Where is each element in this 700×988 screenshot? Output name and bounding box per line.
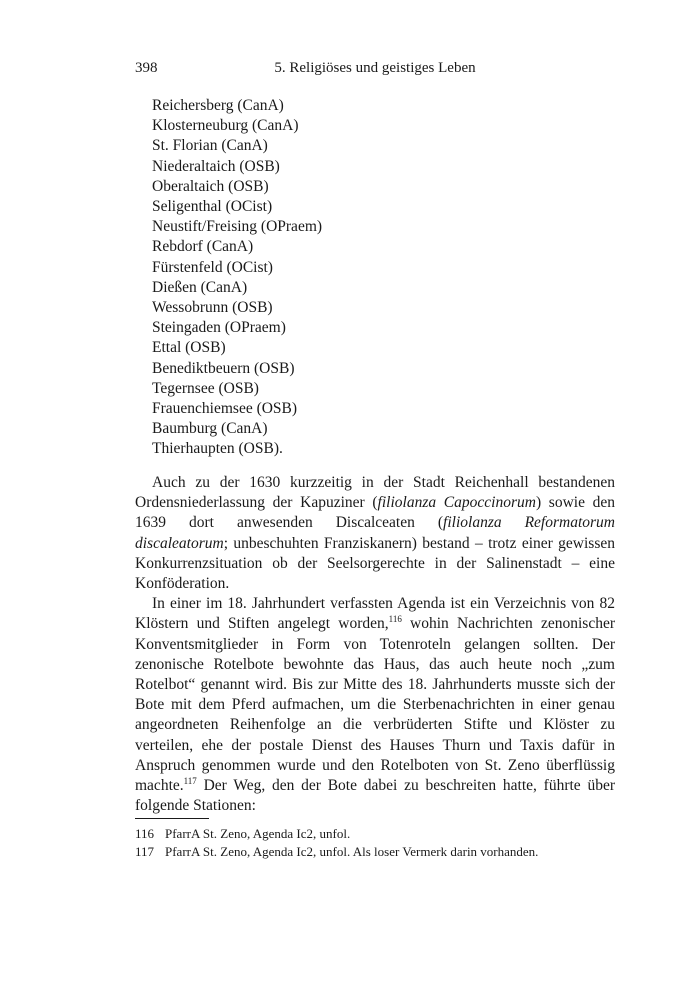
footnote-divider xyxy=(135,818,209,819)
text-span: In einer im 18. Jahrhundert verfassten Agenda ist ein Verzeichnis von 82 Klöstern und Stiften angelegt worden, xyxy=(135,595,615,633)
list-item: Niederaltaich (OSB) xyxy=(152,157,280,175)
paragraph xyxy=(135,594,615,816)
body-text xyxy=(135,473,615,816)
text-span: Der Weg, den der Bote dabei zu beschreiten hatte, führte über folgende Stationen: xyxy=(135,777,615,815)
italic-term: filiolanza Reformatorum discaleatorum xyxy=(135,514,616,552)
list-item: Tegernsee (OSB) xyxy=(152,379,259,397)
paragraph xyxy=(135,473,615,594)
footnote-reference[interactable]: 117 xyxy=(183,775,197,786)
footnote xyxy=(135,843,615,861)
list-item: Seligenthal (OCist) xyxy=(152,198,273,216)
text-span: ) sowie den 1639 dort anwesenden Discalceaten ( xyxy=(135,494,616,532)
page-header xyxy=(135,60,615,84)
italic-term: filiolanza Capoccinorum xyxy=(377,494,536,512)
list-item: Fürstenfeld (OCist) xyxy=(152,258,273,276)
list-item: Wessobrunn (OSB) xyxy=(152,299,273,317)
list-item: Steingaden (OPraem) xyxy=(152,319,286,337)
text-span: wohin Nachrichten zenonischer Konventsmitglieder in Form von Totenroteln gelangen sollten. Der zenonische Rotelbote bewohnte das Haus, das auch heute noch „zum Rotelbot“ genannt wird. Bis zur Mitte des 18. Jahrhunderts musste sich der Bote mit dem Pferd aufmachen, um die Sterbenachrichten in einer genau angeordneten Reihenfolge an die verbrüderten Stifte und Klöster zu verteilen, ehe der postale Dienst des Hauses Thurn und Taxis dafür in Anspruch genommen wurde und den Rotelboten von St. Zeno überflüssig machte. xyxy=(135,615,615,795)
list-item: Benediktbeuern (OSB) xyxy=(152,359,295,377)
list-item: Thierhaupten (OSB). xyxy=(152,440,283,458)
list-item: Rebdorf (CanA) xyxy=(152,238,254,256)
list-item: Reichersberg (CanA) xyxy=(152,97,284,114)
footnote-text: PfarrA St. Zeno, Agenda Ic2, unfol. Als loser Vermerk darin vorhanden. xyxy=(165,843,539,859)
page-number: 398 xyxy=(135,60,158,76)
text-span: Auch zu der 1630 kurzzeitig in der Stadt Reichenhall bestandenen Ordensniederlassung der Kapuziner ( xyxy=(135,474,615,512)
footnote-text: PfarrA St. Zeno, Agenda Ic2, unfol. xyxy=(165,826,351,841)
list-item: Oberaltaich (OSB) xyxy=(152,177,269,195)
footnotes xyxy=(135,825,615,860)
text-span: ; unbeschuhten Franziskanern) bestand – trotz einer gewissen Konkurrenzsituation ob der Seelsorgerechte in der Salinenstadt – eine Konföderation. xyxy=(135,534,615,593)
list-item: Baumburg (CanA) xyxy=(152,420,268,438)
list-item: Frauenchiemsee (OSB) xyxy=(152,400,298,418)
list-item: Neustift/Freising (OPraem) xyxy=(152,218,323,236)
list-item: St. Florian (CanA) xyxy=(152,137,268,155)
footnote-reference[interactable]: 116 xyxy=(388,614,402,625)
footnote xyxy=(135,825,615,843)
monastery-list xyxy=(152,96,322,460)
running-head: 5. Religiöses und geistiges Leben xyxy=(274,60,476,76)
list-item: Klosterneuburg (CanA) xyxy=(152,117,299,135)
list-item: Dießen (CanA) xyxy=(152,278,248,296)
footnote-number: 117 xyxy=(135,843,155,859)
list-item: Ettal (OSB) xyxy=(152,339,226,357)
footnote-number: 116 xyxy=(135,826,155,841)
